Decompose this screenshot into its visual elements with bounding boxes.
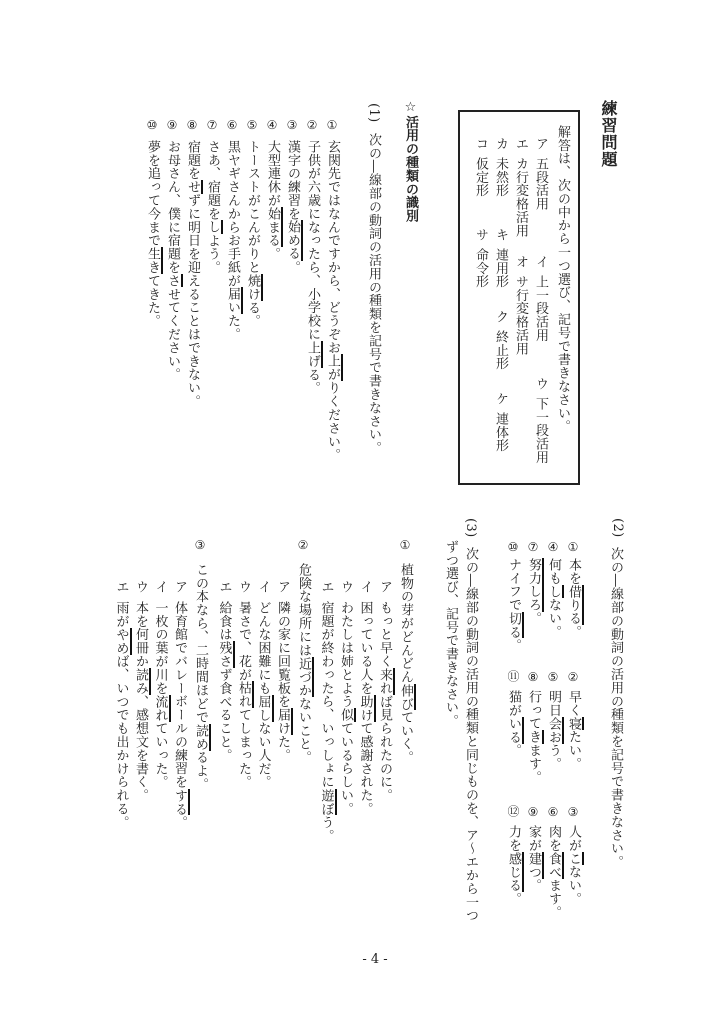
sentence-text: て感謝された。 [357, 721, 373, 816]
sentence-text: トーストがこんがりと [245, 140, 260, 274]
choice-key: ウ [338, 580, 353, 594]
sentence-text: 。 [506, 638, 521, 652]
q2-item [526, 690, 540, 784]
sentence-text: 漢字の練習を [285, 140, 300, 221]
q1-item [225, 140, 239, 341]
sentence-text: ているらしい。 [338, 721, 353, 816]
item-number: ⑨ [165, 118, 179, 133]
q3-instruction-2: ずつ選び、記号で書きなさい。 [443, 540, 458, 728]
sentence-text: お母さん、僕に宿題を [165, 140, 180, 274]
option-key: オ [513, 255, 528, 269]
q3-choice [319, 601, 333, 842]
sentence-text: た。 [275, 735, 290, 762]
underlined-verb: いる [506, 717, 524, 744]
q2-item [546, 690, 560, 770]
item-number: ② [566, 670, 580, 685]
underlined-verb: 来れ [377, 668, 395, 695]
sentence-text: 肉を [546, 825, 561, 852]
q3-choice [153, 601, 167, 789]
q3-choice [172, 601, 186, 829]
sentence-text: わたしは姉とよう [338, 601, 353, 709]
underlined-verb: 助け [358, 695, 376, 722]
sentence-text: ナイフで [506, 558, 521, 612]
q3-choice [236, 601, 250, 789]
underlined-verb: 借りる [566, 585, 584, 625]
option-label: 命令形 [473, 248, 488, 289]
item-number: ④ [546, 540, 560, 555]
sentence-text: 。 [172, 815, 187, 829]
sentence-text: 。 [506, 892, 521, 906]
sentence-text: 行って [526, 690, 541, 731]
q1-item [185, 140, 199, 408]
underlined-verb: 近づか [296, 657, 314, 697]
option-label: 未然形 [493, 157, 508, 198]
underlined-verb: 上が [325, 354, 343, 381]
sentence-text: るよ。 [193, 750, 208, 791]
sentence-text: てきた。 [145, 274, 160, 328]
sentence-text: 本を何冊か [133, 601, 148, 668]
underlined-verb: 枯れ [236, 681, 254, 708]
underlined-verb: 読み [133, 668, 151, 695]
sentence-text: ず食べること。 [216, 668, 232, 762]
underlined-verb: 伸び [398, 684, 416, 711]
q3-choice [256, 601, 270, 789]
sentence-text: もっと早く [377, 601, 392, 668]
sentence-text: 給食は [216, 601, 232, 642]
underlined-verb: 届い [225, 287, 243, 314]
item-number: ⑧ [526, 670, 540, 685]
choice-key: ウ [133, 580, 148, 594]
q1-item [165, 140, 179, 381]
sentence-text: せてください。 [165, 287, 180, 382]
sentence-text: てしまった。 [236, 708, 251, 789]
item-number: ⑦ [526, 540, 540, 555]
sentence-text: ば見られたのに。 [377, 694, 392, 803]
q1-item [145, 140, 159, 328]
sentence-text: 家が [526, 825, 541, 852]
q2-item [566, 690, 580, 770]
q2-item [546, 558, 560, 638]
underlined-verb: 始まる [265, 207, 283, 247]
item-number: ③ [566, 805, 580, 820]
item-number: ① [325, 118, 339, 133]
underlined-verb: 焼け [245, 274, 263, 301]
page-number: - 4 - [362, 952, 388, 967]
underlined-verb: 屈し [256, 695, 274, 722]
item-number: ⑩ [506, 540, 520, 555]
q3-choice [275, 601, 289, 762]
sentence-text: 子供が六歳になったら、小学校に [305, 140, 320, 341]
q1-instruction: 次の―線部の動詞の活用の種類を記号で書きなさい。 [366, 133, 381, 455]
section-heading: ☆活用の種類の識別 [403, 100, 418, 223]
item-number: ⑨ [526, 805, 540, 820]
q3-choice [114, 601, 128, 829]
q2-item [566, 558, 580, 638]
sentence-text: ずに明日を迎えることはできない。 [185, 193, 200, 409]
sentence-text: ていった。 [152, 721, 168, 789]
option-label: 上一段活用 [533, 275, 548, 342]
item-number: ⑥ [546, 805, 560, 820]
sentence-text: 大型連休が [265, 140, 280, 207]
item-number: ⑦ [205, 118, 219, 133]
item-number: ⑫ [506, 805, 520, 818]
item-number: ⑩ [145, 118, 159, 133]
option-label: 連用形 [493, 248, 508, 289]
option-label: 終止形 [493, 330, 508, 371]
sentence-text: 。 [526, 611, 541, 626]
underlined-verb: 上げ [305, 341, 323, 368]
option-key: カ [493, 137, 508, 151]
underlined-verb: き [526, 730, 544, 743]
sentence-text: 雨が [113, 601, 129, 628]
underlined-verb: こ [566, 852, 584, 865]
q2-item [506, 558, 520, 652]
underlined-verb: 寝 [566, 717, 584, 730]
q1-item [205, 140, 219, 274]
sentence-text: う。 [546, 743, 561, 771]
choice-key: エ [113, 580, 129, 594]
option-key: エ [513, 137, 528, 151]
q2-item [506, 690, 520, 757]
underlined-verb: 流れ [153, 695, 171, 722]
q3-choice [217, 601, 231, 762]
q2-instruction: 次の―線部の動詞の活用の種類を記号で書きなさい。 [608, 547, 623, 869]
sentence-text: よう。 [205, 233, 220, 275]
q2-item [526, 825, 540, 892]
sentence-text: りください。 [325, 381, 340, 462]
underlined-verb: 届け [275, 708, 293, 735]
sentence-text: ない。 [566, 865, 581, 906]
underlined-verb: 生き [145, 247, 163, 274]
item-number: ⑪ [506, 670, 520, 683]
option-key: ウ [533, 377, 548, 391]
sentence-text: 何も [546, 558, 561, 585]
sentence-text: 。 [285, 260, 300, 275]
sentence-text: う。 [318, 815, 334, 843]
option-key: サ [473, 228, 488, 242]
q3-stem [398, 563, 412, 764]
item-number: ④ [265, 118, 279, 133]
item-number: ① [566, 540, 580, 555]
underlined-verb: 読め [193, 724, 211, 751]
q1-item [325, 140, 339, 462]
q3-stem [193, 563, 207, 791]
sentence-text: さあ、宿題を [205, 140, 220, 221]
sentence-text: ます。 [546, 878, 561, 919]
option-label: サ行変格活用 [513, 275, 528, 356]
underlined-verb: 食べ [546, 852, 564, 879]
underlined-verb: 切る [506, 612, 524, 639]
item-number: ② [305, 118, 319, 133]
choice-key: イ [357, 580, 373, 594]
q1-item [285, 140, 299, 274]
underlined-verb: する [172, 789, 190, 816]
option-key: コ [473, 137, 488, 151]
sentence-text: 黒ヤギさんからお手紙が [225, 140, 240, 288]
underlined-verb: 努力しろ [526, 558, 544, 612]
q2-label: (2) [610, 518, 625, 538]
choice-key: ア [377, 580, 392, 594]
q3-instruction-1: 次の―線部の動詞の活用の種類と同じものを、ア～エから一つ [463, 547, 478, 923]
underlined-verb: さ [165, 274, 183, 287]
option-label: 仮定形 [473, 157, 488, 198]
item-number: ③ [285, 118, 299, 133]
option-key: ア [533, 137, 548, 151]
option-key: ケ [493, 392, 508, 406]
q3-choice [338, 601, 352, 815]
sentence-text: 明日 [546, 690, 561, 717]
sentence-text: 困っている人を [357, 601, 373, 695]
underlined-verb: 残さ [217, 641, 235, 668]
box-instruction: 解答は、次の中から一つ選び、記号で書きなさい。 [555, 125, 570, 434]
option-key: イ [533, 255, 548, 269]
q2-item [566, 825, 580, 905]
item-number: ⑥ [225, 118, 239, 133]
item-number: ⑤ [245, 118, 259, 133]
q3-stem [296, 563, 310, 764]
sentence-text: 隣の家に回覧板を [275, 601, 290, 709]
sentence-text: この本なら、二時間ほどで [193, 563, 208, 724]
underlined-verb: 似 [338, 708, 356, 721]
choice-key: ア [275, 580, 290, 594]
underlined-verb: 遊ぼ [319, 789, 337, 816]
underlined-verb: 感じる [506, 852, 524, 892]
sentence-text: ないこと。 [296, 697, 311, 765]
choice-key: エ [318, 580, 334, 594]
underlined-verb: せ [185, 180, 203, 193]
group-number: ③ [193, 538, 207, 553]
q3-label: (3) [463, 518, 478, 538]
sentence-text: ていく。 [398, 710, 413, 765]
sentence-text: 宿題を [185, 140, 200, 181]
q1-item [305, 140, 319, 395]
sentence-text: た。 [225, 314, 240, 342]
sentence-text: 。 [526, 878, 541, 893]
group-number: ① [398, 538, 412, 553]
group-number: ② [296, 538, 310, 553]
option-key: ク [493, 310, 508, 324]
sentence-text: 危険な場所には [296, 563, 311, 657]
q1-item [265, 140, 279, 261]
underlined-verb: 始める [285, 220, 303, 260]
option-label: 連体形 [493, 412, 508, 453]
sentence-text: 。 [506, 743, 521, 758]
sentence-text: 人が [566, 825, 581, 852]
option-label: 五段活用 [533, 157, 548, 211]
sentence-text: 力を [506, 825, 521, 852]
sentence-text: 暑さで、花が [236, 601, 251, 682]
sentence-text: どんな困難にも [255, 601, 271, 695]
option-label: カ行変格活用 [513, 157, 528, 238]
choice-key: ア [172, 580, 187, 594]
sentence-text: 玄関先ではなんですから、どうぞお [325, 140, 340, 355]
choice-key: エ [216, 580, 232, 594]
sentence-text: る。 [245, 300, 260, 328]
underlined-verb: し [546, 585, 564, 598]
option-label: 下一段活用 [533, 397, 548, 464]
underlined-verb: し [205, 220, 223, 233]
item-number: ⑧ [185, 118, 199, 133]
q2-item [526, 558, 540, 625]
sentence-text: ない。 [546, 598, 561, 639]
q3-choice [358, 601, 372, 815]
option-key: キ [493, 228, 508, 242]
underlined-verb: 建つ [526, 852, 544, 879]
sentence-text: 宿題が終わったら、いっしょに [318, 601, 334, 789]
choice-key: ウ [236, 580, 251, 594]
sentence-text: 夢を追って今まで [145, 140, 160, 248]
item-number: ⑤ [546, 670, 560, 685]
q1-label: (1) [366, 103, 381, 123]
sentence-text: 。 [566, 625, 581, 639]
sentence-text: 体育館でバレーボールの練習を [172, 601, 187, 789]
choice-key: イ [152, 580, 168, 594]
choice-key: イ [255, 580, 271, 594]
sentence-text: ば、いつでも出かけられる。 [113, 654, 129, 829]
q3-choice [377, 601, 391, 802]
sentence-text: る。 [305, 367, 320, 395]
q2-item [506, 825, 520, 905]
sentence-text: 。 [265, 247, 280, 261]
sentence-text: ない人だ。 [255, 721, 271, 789]
sentence-text: 本を [566, 558, 581, 585]
sentence-text: 、感想文を書く。 [133, 694, 148, 803]
q3-choice [133, 601, 147, 802]
q2-item [546, 825, 560, 919]
underlined-verb: 会お [546, 717, 564, 744]
q1-item [245, 140, 259, 328]
sentence-text: ます。 [526, 743, 541, 784]
sentence-text: 一枚の葉が川を [152, 601, 168, 695]
sentence-text: 猫が [506, 690, 521, 717]
page-title: 練習問題 [599, 100, 618, 168]
sentence-text: 植物の芽がどんどん [398, 563, 413, 684]
underlined-verb: やめ [114, 628, 132, 655]
sentence-text: たい。 [566, 730, 581, 771]
sentence-text: 早く [566, 690, 581, 717]
